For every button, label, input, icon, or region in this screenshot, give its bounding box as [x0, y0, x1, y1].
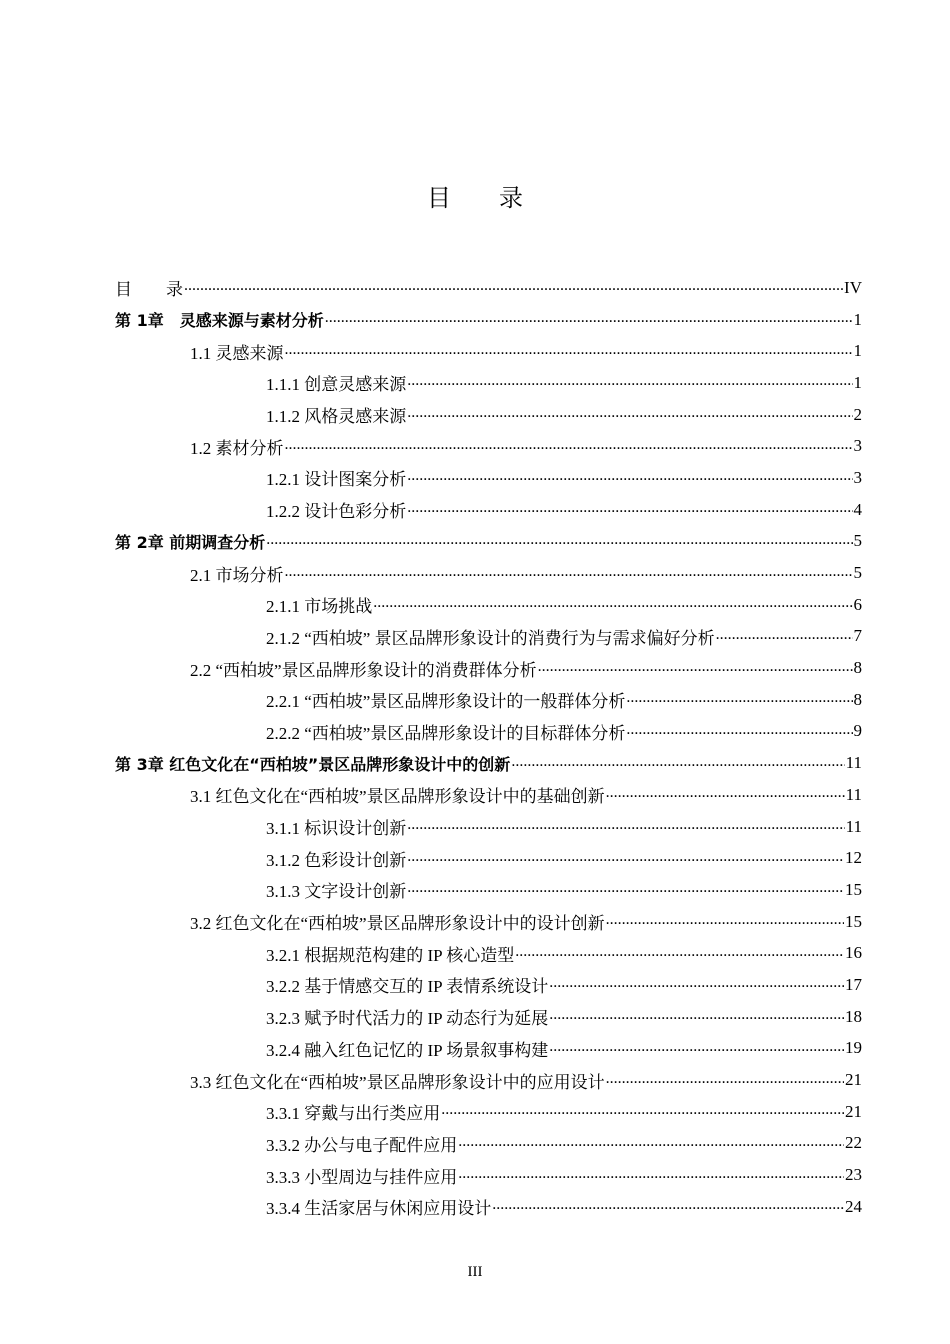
toc-entry[interactable] — [115, 1096, 862, 1128]
toc-entry[interactable] — [115, 304, 862, 336]
toc-dot-leader — [549, 978, 844, 995]
toc-entry[interactable] — [115, 874, 862, 906]
toc-entry[interactable] — [115, 906, 862, 938]
toc-entry-page: 3 — [853, 467, 862, 487]
toc-dot-leader — [325, 313, 853, 330]
toc-entry-page: 15 — [845, 911, 862, 931]
toc-entry-page: 5 — [853, 563, 862, 583]
toc-entry-page: 18 — [845, 1006, 862, 1026]
toc-entry[interactable] — [115, 652, 862, 684]
toc-entry-page: 22 — [845, 1133, 862, 1153]
toc-entry[interactable] — [115, 811, 862, 843]
title-part-1: 目 — [427, 186, 451, 212]
toc-entry-title: 1.1.1 创意灵感来源 — [266, 375, 407, 395]
toc-entry[interactable] — [115, 937, 862, 969]
toc-dot-leader — [407, 408, 852, 425]
toc-entry[interactable] — [115, 494, 862, 526]
toc-entry[interactable] — [115, 1128, 862, 1160]
toc-dot-leader — [285, 345, 853, 362]
toc-entry-title: 3.1.2 色彩设计创新 — [266, 850, 407, 870]
toc-dot-leader — [606, 1074, 844, 1091]
toc-entry-page: 15 — [845, 879, 862, 899]
toc-entry-page: 7 — [853, 626, 862, 646]
toc-entry-page: 11 — [845, 753, 862, 773]
toc-entry[interactable] — [115, 684, 862, 716]
toc-entry-page: 21 — [845, 1070, 862, 1090]
toc-entry-page: 6 — [853, 594, 862, 614]
toc-entry-page: 8 — [853, 689, 862, 709]
toc-entry[interactable] — [115, 430, 862, 462]
toc-dot-leader — [266, 535, 852, 552]
toc-entry-title: 3.2.1 根据规范构建的 IP 核心造型 — [266, 945, 515, 965]
toc-entry-page: 2 — [853, 404, 862, 424]
toc-dot-leader — [538, 662, 853, 679]
toc-entry-title: 2.2 “西柏坡”景区品牌形象设计的消费群体分析 — [190, 660, 537, 680]
toc-entry-page: 11 — [845, 784, 862, 804]
toc-entry-page: 5 — [853, 531, 862, 551]
toc-entry-title: 2.1.1 市场挑战 — [266, 597, 373, 617]
toc-entry[interactable] — [115, 1001, 862, 1033]
toc-entry[interactable] — [115, 589, 862, 621]
page-number: III — [467, 1264, 483, 1280]
toc-entry-page: IV — [844, 277, 862, 297]
toc-entry[interactable] — [115, 1191, 862, 1223]
toc-dot-leader — [626, 725, 852, 742]
toc-entry[interactable] — [115, 1033, 862, 1065]
title-part-2: 录 — [499, 186, 523, 212]
toc-entry-title: 1.1.2 风格灵感来源 — [266, 407, 407, 427]
toc-entry-title: 2.1 市场分析 — [190, 565, 284, 585]
toc-entry[interactable] — [115, 716, 862, 748]
toc-dot-leader — [373, 598, 852, 615]
toc-entry-title: 3.2.4 融入红色记忆的 IP 场景叙事构建 — [266, 1040, 549, 1060]
toc-dot-leader — [716, 630, 853, 647]
toc-dot-leader — [184, 281, 843, 298]
toc-entry-title: 1.2.1 设计图案分析 — [266, 470, 407, 490]
toc-entry[interactable] — [115, 335, 862, 367]
toc-entry-title: 1.1 灵感来源 — [190, 343, 284, 363]
toc-dot-leader — [407, 820, 844, 837]
toc-entry[interactable] — [115, 1064, 862, 1096]
toc-entry-page: 16 — [845, 943, 862, 963]
toc-dot-leader — [285, 440, 853, 457]
toc-dot-leader — [407, 852, 844, 869]
toc-entry-title: 2.1.2 “西柏坡” 景区品牌形象设计的消费行为与需求偏好分析 — [266, 628, 715, 648]
toc-entry-title: 1.2 素材分析 — [190, 438, 284, 458]
toc-entry[interactable] — [115, 969, 862, 1001]
toc-dot-leader — [407, 503, 852, 520]
toc-dot-leader — [441, 1105, 844, 1122]
table-of-contents — [115, 272, 862, 1223]
toc-entry-title: 3.1 红色文化在“西柏坡”景区品牌形象设计中的基础创新 — [190, 787, 605, 807]
toc-entry-page: 1 — [853, 372, 862, 392]
toc-entry-page: 12 — [845, 848, 862, 868]
toc-dot-leader — [626, 693, 852, 710]
toc-entry-page: 1 — [853, 341, 862, 361]
toc-entry-page: 1 — [853, 309, 862, 329]
page-title — [0, 178, 950, 213]
toc-entry-title: 3.2.3 赋予时代活力的 IP 动态行为延展 — [266, 1009, 549, 1029]
toc-entry-title: 3.1.1 标识设计创新 — [266, 819, 407, 839]
toc-entry-page: 21 — [845, 1101, 862, 1121]
toc-entry-page: 4 — [853, 499, 862, 519]
toc-entry-title: 第 1章 灵感来源与素材分析 — [115, 311, 324, 331]
toc-entry[interactable] — [115, 526, 862, 558]
toc-entry[interactable] — [115, 747, 862, 779]
toc-dot-leader — [549, 1010, 844, 1027]
toc-entry-page: 11 — [845, 816, 862, 836]
toc-entry-page: 23 — [845, 1165, 862, 1185]
toc-entry-page: 19 — [845, 1038, 862, 1058]
toc-entry-title: 3.1.3 文字设计创新 — [266, 882, 407, 902]
toc-entry-title: 3.3.1 穿戴与出行类应用 — [266, 1104, 441, 1124]
toc-entry-title: 2.2.1 “西柏坡”景区品牌形象设计的一般群体分析 — [266, 692, 626, 712]
toc-entry[interactable] — [115, 779, 862, 811]
toc-entry[interactable] — [115, 557, 862, 589]
toc-entry-title: 1.2.2 设计色彩分析 — [266, 502, 407, 522]
toc-entry[interactable] — [115, 399, 862, 431]
toc-entry-title: 3.3 红色文化在“西柏坡”景区品牌形象设计中的应用设计 — [190, 1072, 605, 1092]
toc-entry-page: 9 — [853, 721, 862, 741]
toc-entry-title: 第 2章 前期调查分析 — [115, 532, 266, 552]
toc-dot-leader — [407, 471, 852, 488]
toc-entry[interactable] — [115, 272, 862, 304]
toc-entry-title: 3.3.3 小型周边与挂件应用 — [266, 1167, 458, 1187]
toc-entry-title: 3.3.4 生活家居与休闲应用设计 — [266, 1199, 492, 1219]
toc-entry-title: 3.2.2 基于情感交互的 IP 表情系统设计 — [266, 977, 549, 997]
toc-dot-leader — [458, 1137, 844, 1154]
toc-entry-title: 3.3.2 办公与电子配件应用 — [266, 1135, 458, 1155]
toc-dot-leader — [606, 788, 845, 805]
toc-entry-title: 第 3章 红色文化在“西柏坡”景区品牌形象设计中的创新 — [115, 754, 511, 774]
toc-entry-page: 3 — [853, 436, 862, 456]
toc-dot-leader — [285, 567, 853, 584]
toc-dot-leader — [511, 757, 844, 774]
toc-entry-title: 2.2.2 “西柏坡”景区品牌形象设计的目标群体分析 — [266, 723, 626, 743]
toc-dot-leader — [407, 376, 852, 393]
toc-entry[interactable] — [115, 1159, 862, 1191]
toc-entry-page: 17 — [845, 974, 862, 994]
toc-dot-leader — [458, 1169, 844, 1186]
toc-dot-leader — [492, 1200, 844, 1217]
toc-dot-leader — [407, 883, 844, 900]
toc-dot-leader — [549, 1042, 844, 1059]
toc-entry[interactable] — [115, 462, 862, 494]
toc-entry-title: 目 录 — [115, 280, 183, 300]
toc-entry-page: 24 — [845, 1196, 862, 1216]
toc-entry[interactable] — [115, 842, 862, 874]
toc-dot-leader — [606, 915, 844, 932]
toc-entry-title: 3.2 红色文化在“西柏坡”景区品牌形象设计中的设计创新 — [190, 914, 605, 934]
toc-dot-leader — [515, 947, 844, 964]
toc-entry-page: 8 — [853, 658, 862, 678]
toc-entry[interactable] — [115, 367, 862, 399]
toc-entry[interactable] — [115, 621, 862, 653]
